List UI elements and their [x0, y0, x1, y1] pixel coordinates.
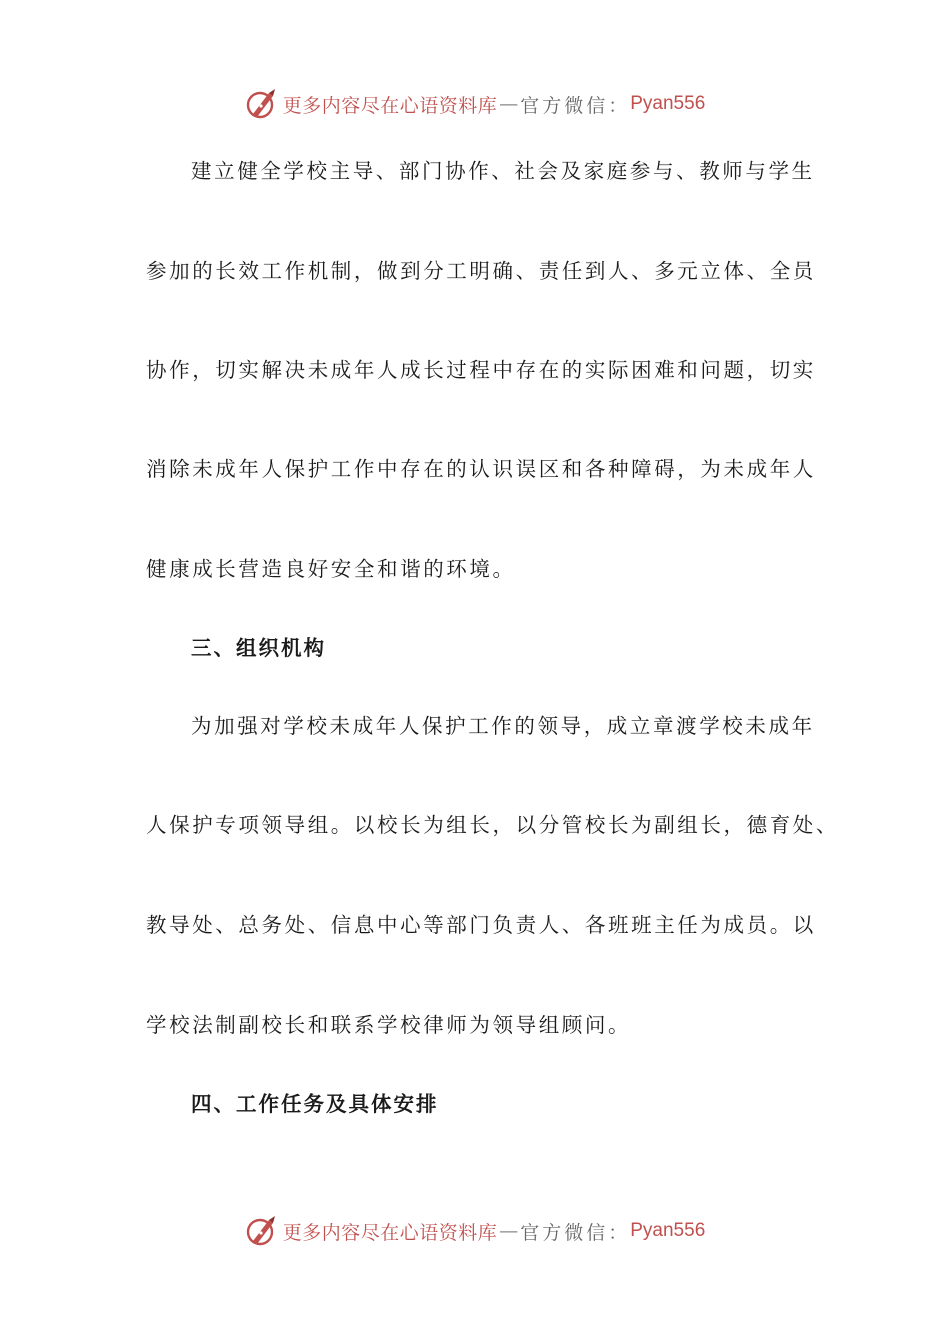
banner-brand-text: 更多内容尽在心语资料库 [282, 94, 498, 117]
paragraph-line: 健康成长营造良好安全和谐的环境。 [146, 557, 516, 581]
footer-banner [0, 1211, 950, 1251]
paragraph-line: 学校法制副校长和联系学校律师为领导组顾问。 [146, 1013, 632, 1037]
banner-wechat-id: Pyan556 [630, 93, 706, 114]
banner-wechat-id: Pyan556 [630, 1220, 706, 1241]
banner-wechat-label: 官方微信： [520, 1221, 631, 1244]
banner-dash: — [499, 1220, 519, 1242]
header-banner [0, 84, 950, 124]
section-heading-3: 三、组织机构 [191, 636, 326, 660]
paragraph-line: 人保护专项领导组。以校长为组长，以分管校长为副组长，德育处、 [146, 813, 839, 837]
paragraph-line: 参加的长效工作机制，做到分工明确、责任到人、多元立体、全员 [146, 259, 816, 283]
banner-dash: — [499, 93, 519, 115]
pen-nib-circle-icon [245, 87, 279, 121]
banner-wechat-label: 官方微信： [520, 94, 631, 117]
section-heading-4: 四、工作任务及具体安排 [191, 1092, 439, 1116]
banner-brand-text: 更多内容尽在心语资料库 [282, 1221, 498, 1244]
paragraph-line: 消除未成年人保护工作中存在的认识误区和各种障碍，为未成年人 [146, 457, 816, 481]
paragraph-line: 协作，切实解决未成年人成长过程中存在的实际困难和问题，切实 [146, 358, 816, 382]
paragraph-line: 教导处、总务处、信息中心等部门负责人、各班班主任为成员。以 [146, 913, 816, 937]
paragraph-line: 为加强对学校未成年人保护工作的领导，成立章渡学校未成年 [191, 714, 815, 738]
paragraph-line: 建立健全学校主导、部门协作、社会及家庭参与、教师与学生 [191, 159, 815, 183]
pen-nib-circle-icon [245, 1214, 279, 1248]
